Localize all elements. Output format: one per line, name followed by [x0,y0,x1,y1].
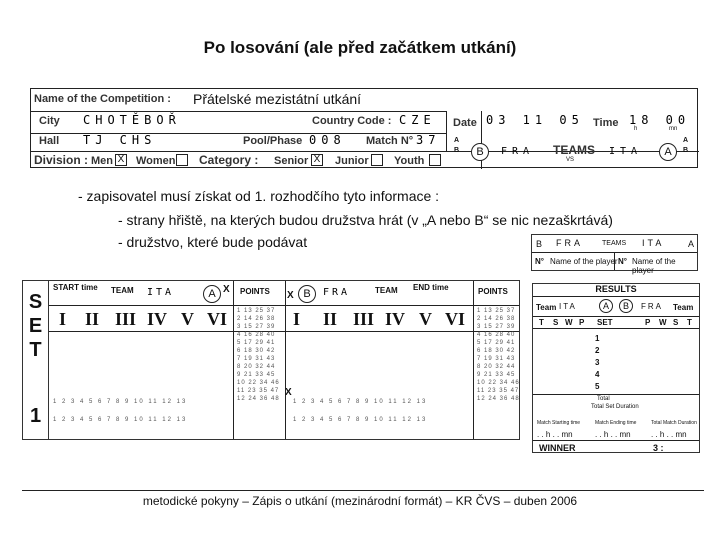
end-time-label: END time [413,283,449,292]
right-team-name: FRA [323,287,351,298]
snippet-player-label: Name of the player [550,257,618,266]
results-total-label: Total [597,396,610,402]
competition-value: Přátelské mezistátní utkání [193,91,362,107]
snippet-number-label-2: N° [618,257,627,266]
left-team-name: ITA [147,287,175,298]
senior-label: Senior [274,155,309,167]
country-value: CZE [399,113,436,127]
city-label: City [39,115,60,127]
serve-mark-lower: X [285,387,292,398]
points-label-right: POINTS [478,287,508,296]
set-letter-t: T [29,339,42,361]
results-set-2: 2 [595,346,600,355]
team-label-right: TEAM [375,286,398,295]
men-checkbox[interactable]: X [115,154,127,166]
time-hours-label: h [634,126,638,132]
team-b-letter: B [471,143,489,161]
division-label: Division : [34,153,89,167]
team-a-name: ITA [609,146,643,157]
hall-value: TJ CHS [83,133,157,147]
pool-value: 008 [309,133,346,147]
results-a-letter: A [599,299,613,313]
scoresheet-header [30,88,698,168]
match-end-label: Match Ending time [595,420,637,426]
snippet-teams-label: TEAMS [602,240,627,247]
results-panel [532,283,700,453]
left-position-6: VI [207,309,228,329]
youth-checkbox[interactable] [429,154,441,166]
results-col-w2: W [659,318,667,327]
winner-score: 3 : [653,443,664,453]
match-duration-label: Total Match Duration [651,420,697,426]
instruction-line-1: - zapisovatel musí získat od 1. rozhodčího tyto informace : [78,188,440,204]
results-col-set: SET [597,318,613,327]
city-value: CHOTĚBOŘ [83,113,181,127]
hall-label: Hall [39,135,60,147]
set-1-sheet: S E T 1 START time TEAM ITA A X POINTS X B FRA TEAM END time POINTS I II III IV V VI I II III IV V VI X 1 2 3 4 5 6 7 8 9 10 11 12 13 1 2 3 4 5 6 7 8 9 10 11 12 13 1 2 3 4 5 6 7 8 9 10 11 12 13 1 2 3 4 5 6 7 8 9 10 11 12 13 1 13 25 37 2 14 26 38 3 15 27 39 4 16 28 40 5 17 29 41 6 18 30 42 7 19 31 43 8 20 32 44 9 21 33 45 10 22 34 46 11 23 35 47 12 24 36 48 1 13 25 37 2 14 26 38 3 15 27 39 4 16 28 40 5 17 29 41 6 18 30 42 7 19 31 43 8 20 32 44 9 21 33 45 10 22 34 46 11 23 35 47 12 24 36 48 [22,280,520,440]
snippet-team-ita: ITA [642,238,665,248]
match-end-value: . . h . . mn [595,430,631,439]
match-start-label: Match Starting time [537,420,581,426]
results-set-duration-label: Total Set Duration [591,404,639,410]
results-col-p2: P [645,318,651,327]
match-number-value: 37 [416,133,441,147]
start-time-label: START time [53,283,98,292]
results-team-ita: ITA [559,302,577,311]
snippet-number-label: N° [535,257,544,266]
results-team-fra: FRA [641,302,663,311]
left-position-2: II [85,309,100,329]
winner-label: WINNER [539,443,576,453]
right-position-6: VI [445,309,466,329]
team-label-left: TEAM [111,286,134,295]
time-label: Time [593,117,619,129]
right-position-4: IV [385,309,406,329]
left-position-4: IV [147,309,168,329]
set-number: 1 [29,405,42,427]
right-position-1: I [293,309,301,329]
left-position-5: V [181,309,194,329]
vs-label: VS [566,157,575,163]
points-label-left: POINTS [240,287,270,296]
results-col-s2: S [673,318,679,327]
right-team-letter: B [298,285,316,303]
results-set-3: 3 [595,358,600,367]
left-position-1: I [59,309,67,329]
junior-label: Junior [335,155,369,167]
team-b-name: FRA [501,146,535,157]
results-set-5: 5 [595,382,600,391]
teams-snippet [531,234,698,275]
right-position-5: V [419,309,432,329]
team-b-side-a: A [454,137,460,144]
left-team-letter: A [203,285,221,303]
date-label: Date [453,117,477,129]
right-position-3: III [353,309,375,329]
page-title: Po losování (ale před začátkem utkání) [203,38,517,57]
snippet-b-letter: B [536,239,543,249]
competition-label: Name of the Competition : [34,93,171,105]
results-header: RESULTS [595,284,637,294]
results-col-s: S [553,318,559,327]
results-team-label: Team [536,303,557,312]
match-start-value: . . h . . mn [537,430,573,439]
category-label: Category : [199,153,259,167]
snippet-a-letter: A [688,239,695,249]
results-col-p: P [579,318,585,327]
results-set-1: 1 [595,334,600,343]
set-letter-e: E [28,315,43,337]
team-a-side-b: B [683,147,689,154]
men-label: Men [91,155,113,167]
team-a-letter: A [659,143,677,161]
set-label-column [23,281,49,439]
right-position-2: II [323,309,338,329]
match-number-label: Match N° [366,135,414,147]
team-b-side-b: B [454,147,460,154]
results-col-t: T [539,318,544,327]
team-a-side-a: A [683,137,689,144]
serve-mark-right: X [287,290,294,301]
snippet-team-fra: FRA [556,238,583,248]
women-checkbox[interactable] [176,154,188,166]
teams-label: TEAMS [553,143,595,157]
date-value: 03 11 05 [486,113,584,127]
results-b-letter: B [619,299,633,313]
time-minutes-label: mn [669,126,678,132]
time-value: 18 00 [629,113,691,127]
instruction-line-3: - družstvo, které bude podávat [118,234,308,250]
women-label: Women [136,155,176,167]
instruction-line-2: - strany hřiště, na kterých budou družstva hrát (v „A nebo B“ se nic nezaškrtává) [118,212,613,228]
senior-checkbox[interactable]: X [311,154,323,166]
footer-text: metodické pokyny – Zápis o utkání (mezinárodní formát) – KR ČVS – duben 2006 [142,494,578,508]
results-team-label-2: Team [673,303,694,312]
match-duration-value: . . h . . mn [651,430,687,439]
snippet-player-label-2: Name of the player [632,257,676,275]
left-position-3: III [115,309,137,329]
set-letter-s: S [28,291,43,313]
youth-label: Youth [394,155,425,167]
junior-checkbox[interactable] [371,154,383,166]
serve-mark-left: X [223,284,230,295]
results-col-t2: T [687,318,692,327]
results-col-w: W [565,318,573,327]
footer-divider [22,490,704,491]
pool-label: Pool/Phase [243,135,303,147]
results-set-4: 4 [595,370,600,379]
country-label: Country Code : [312,115,392,127]
